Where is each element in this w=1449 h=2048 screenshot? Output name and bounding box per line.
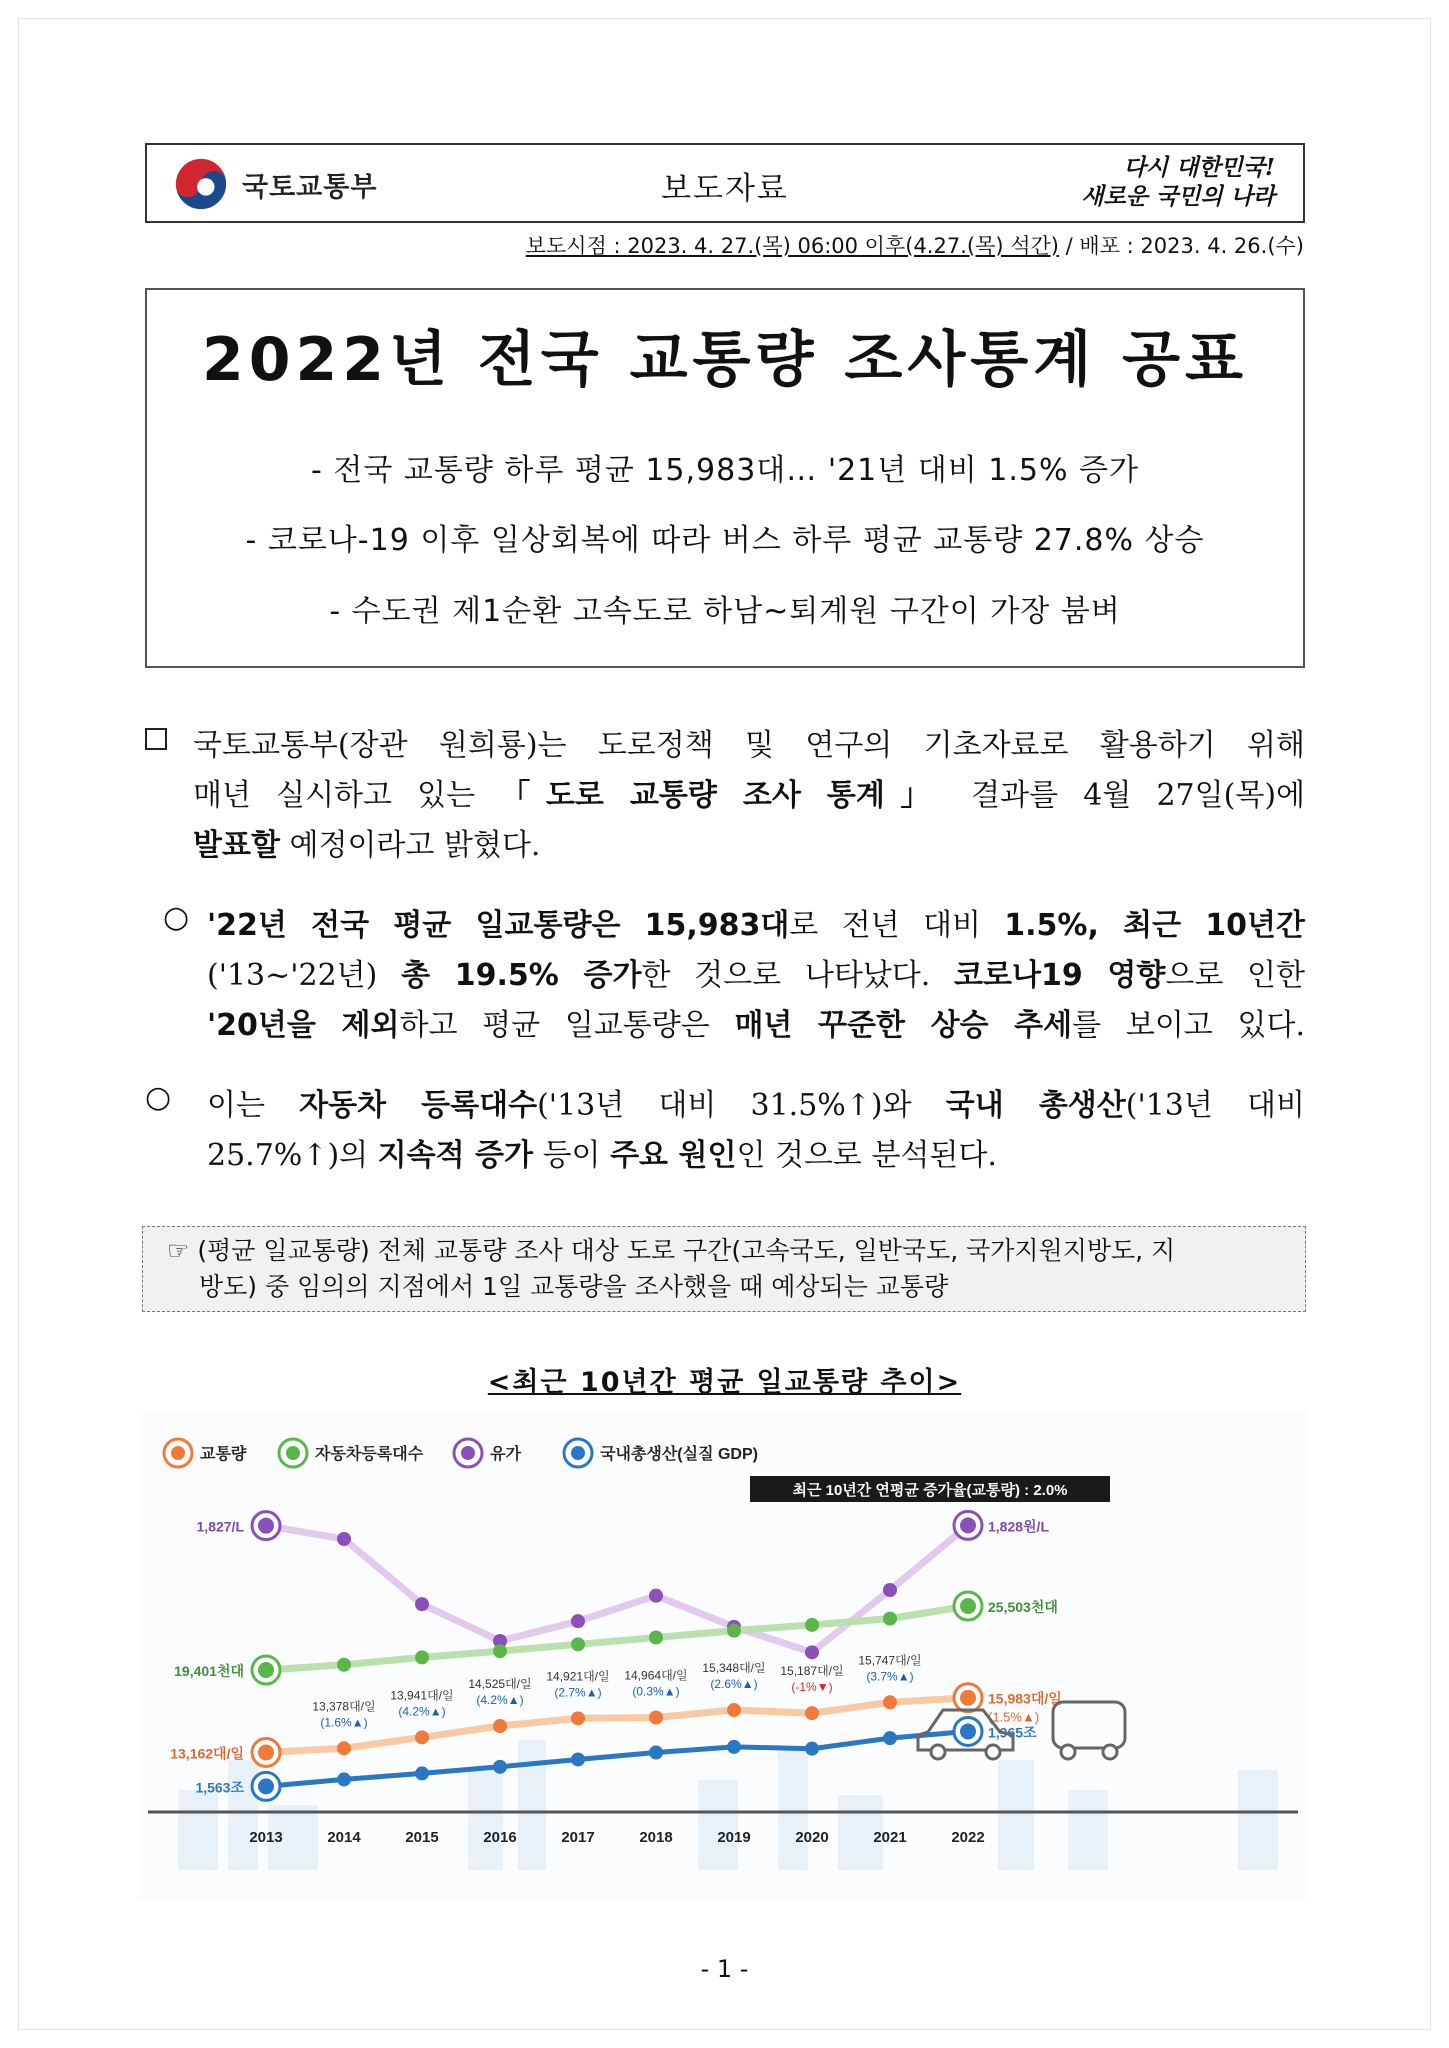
skyline-building (228, 1760, 258, 1870)
paragraph-1-line-1: 국토교통부(장관 원희룡)는 도로정책 및 연구의 기초자료로 활용하기 위해 (193, 728, 1305, 763)
legend-icon-dot (571, 1446, 585, 1460)
data-point-교통량 (727, 1703, 741, 1717)
slogan (1035, 153, 1275, 211)
growth-label: (4.2%▲) (476, 1693, 524, 1708)
paragraph-3-line-2: 25.7%↑)의 지속적 증가 등이 주요 원인인 것으로 분석된다. (207, 1138, 997, 1173)
ministry-name: 국토교통부 (242, 171, 378, 203)
chart-svg (138, 1410, 1308, 1900)
series-start-label: 19,401천대 (174, 1663, 244, 1679)
data-point-자동차등록대수 (337, 1658, 351, 1672)
paragraph-3-line-1: 이는 자동차 등록대수('13년 대비 31.5%↑)와 국내 총생산('13년 대비 (207, 1088, 1305, 1123)
data-point-유가 (571, 1614, 585, 1628)
data-point-국내총생산(실질 GDP) (805, 1742, 819, 1756)
legend-label: 국내총생산(실질 GDP) (600, 1446, 758, 1463)
data-point-교통량 (493, 1719, 507, 1733)
data-point-유가 (805, 1645, 819, 1659)
legend-label: 자동차등록대수 (315, 1446, 424, 1463)
subtitle-2: - 코로나-19 이후 일상회복에 따라 버스 하루 평균 교통량 27.8% 상승 (245, 523, 1205, 558)
series-badge-dot (258, 1662, 274, 1678)
distribution-date: / 배포 : 2023. 4. 26.(수) (1059, 234, 1304, 258)
header-box (145, 143, 1305, 223)
data-label: 14,525대/일 (468, 1677, 532, 1692)
paragraph-3-bullet: ○ (145, 1080, 172, 1115)
x-tick-label: 2015 (405, 1829, 439, 1846)
note-line-2: 방도) 중 임의의 지점에서 1일 교통량을 조사했을 때 예상되는 교통량 (199, 1272, 949, 1301)
data-label: 15,747대/일 (858, 1653, 922, 1668)
data-point-국내총생산(실질 GDP) (337, 1772, 351, 1786)
data-point-교통량 (337, 1741, 351, 1755)
data-point-자동차등록대수 (649, 1630, 663, 1644)
data-point-교통량 (415, 1730, 429, 1744)
legend-label: 교통량 (200, 1446, 247, 1463)
data-label: 14,921대/일 (546, 1669, 610, 1684)
subtitle-1: - 전국 교통량 하루 평균 15,983대… '21년 대비 1.5% 증가 (311, 453, 1139, 488)
doc-type: 보도자료 (661, 171, 789, 207)
data-point-자동차등록대수 (571, 1637, 585, 1651)
growth-label: (-1%▼) (791, 1680, 833, 1695)
skyline-building (778, 1750, 808, 1870)
data-point-유가 (649, 1589, 663, 1603)
subtitle-3: - 수도권 제1순환 고속도로 하남~퇴계원 구간이 가장 붐벼 (329, 594, 1121, 629)
data-point-국내총생산(실질 GDP) (727, 1740, 741, 1754)
series-start-label: 1,563조 (195, 1779, 244, 1796)
x-tick-label: 2013 (249, 1829, 283, 1846)
series-end-label: 1,965조 (988, 1724, 1037, 1741)
x-tick-label: 2021 (873, 1829, 907, 1846)
note-line-1: ☞ (평균 일교통량) 전체 교통량 조사 대상 도로 구간(고속국도, 일반국도, 국가지원지방도, 지 (167, 1236, 1176, 1265)
legend-label: 유가 (490, 1446, 521, 1463)
data-label: 14,964대/일 (624, 1668, 688, 1683)
data-point-교통량 (883, 1695, 897, 1709)
release-time: 보도시점 : 2023. 4. 27.(목) 06:00 이후(4.27.(목) 석간) (525, 234, 1059, 258)
series-end-label: 15,983대/일 (988, 1690, 1062, 1707)
skyline-building (998, 1760, 1034, 1870)
slogan-line-1: 다시 대한민국! (1123, 154, 1275, 181)
series-badge-dot (960, 1517, 976, 1533)
x-tick-label: 2019 (717, 1829, 751, 1846)
growth-label: (3.7%▲) (866, 1669, 914, 1684)
paragraph-1-bullet (145, 720, 167, 755)
car-wheel-icon (931, 1745, 945, 1759)
skyline-building (178, 1790, 218, 1870)
growth-label: (4.2%▲) (398, 1704, 446, 1719)
skyline-building (1068, 1790, 1108, 1870)
growth-label: (2.7%▲) (554, 1685, 602, 1700)
data-point-자동차등록대수 (493, 1644, 507, 1658)
skyline-building (698, 1780, 738, 1870)
growth-label: (2.6%▲) (710, 1677, 758, 1692)
series-start-label: 13,162대/일 (170, 1745, 244, 1762)
definition-note (142, 1226, 1306, 1312)
data-point-교통량 (571, 1711, 585, 1725)
x-tick-label: 2018 (639, 1829, 673, 1846)
paragraph-1-line-2: 매년 실시하고 있는 「도로 교통량 조사 통계」 결과를 4월 27일(목)에 (193, 778, 1305, 813)
data-point-자동차등록대수 (805, 1618, 819, 1632)
data-point-국내총생산(실질 GDP) (415, 1766, 429, 1780)
data-point-유가 (415, 1597, 429, 1611)
growth-banner-text: 최근 10년간 연평균 증가율(교통량) : 2.0% (792, 1482, 1068, 1499)
series-badge-dot (258, 1744, 274, 1760)
data-point-국내총생산(실질 GDP) (649, 1745, 663, 1759)
x-tick-label: 2022 (951, 1829, 985, 1846)
square-bullet-icon (145, 728, 167, 750)
car-wheel-icon (986, 1745, 1000, 1759)
paragraph-2-bullet: ○ (163, 900, 190, 935)
series-badge-dot (258, 1778, 274, 1794)
skyline-building (468, 1770, 503, 1870)
x-tick-label: 2020 (795, 1829, 829, 1846)
series-end-label: 1,828원/L (988, 1518, 1049, 1535)
bus-wheel-icon (1061, 1745, 1075, 1759)
traffic-trend-chart (138, 1410, 1308, 1900)
skyline-building (518, 1740, 546, 1870)
growth-label: (0.3%▲) (632, 1684, 680, 1699)
data-label: 13,378대/일 (312, 1699, 376, 1714)
data-point-국내총생산(실질 GDP) (493, 1760, 507, 1774)
pointing-hand-icon: ☞ (167, 1236, 190, 1265)
series-badge-dot (960, 1723, 976, 1739)
x-tick-label: 2016 (483, 1829, 517, 1846)
data-label: 13,941대/일 (390, 1688, 454, 1703)
slogan-line-2: 새로운 국민의 나라 (1081, 183, 1275, 210)
data-point-자동차등록대수 (727, 1624, 741, 1638)
paragraph-2-line-1: '22년 전국 평균 일교통량은 15,983대로 전년 대비 1.5%, 최근 10년간 (207, 908, 1306, 943)
series-badge-dot (960, 1690, 976, 1706)
series-badge-dot (960, 1598, 976, 1614)
x-tick-label: 2017 (561, 1829, 595, 1846)
data-point-국내총생산(실질 GDP) (571, 1752, 585, 1766)
release-info (526, 230, 1304, 260)
paragraph-2-line-3: '20년을 제외하고 평균 일교통량은 매년 꾸준한 상승 추세를 보이고 있다. (207, 1008, 1306, 1043)
title-box (145, 288, 1305, 668)
series-start-label: 1,827/L (196, 1518, 244, 1535)
page-number: - 1 - (700, 1955, 749, 1983)
series-badge-dot (258, 1518, 274, 1534)
data-label: 15,187대/일 (780, 1664, 844, 1679)
data-point-유가 (337, 1532, 351, 1546)
data-point-국내총생산(실질 GDP) (883, 1731, 897, 1745)
legend-icon-dot (286, 1446, 300, 1460)
data-point-유가 (883, 1583, 897, 1597)
series-end-label: 25,503천대 (988, 1599, 1058, 1615)
data-point-교통량 (805, 1706, 819, 1720)
series-end-growth: (1.5%▲) (988, 1709, 1040, 1725)
main-title: 2022년 전국 교통량 조사통계 공표 (201, 325, 1249, 395)
paragraph-1-line-3: 발표할 예정이라고 밝혔다. (193, 828, 541, 863)
bus-wheel-icon (1103, 1745, 1117, 1759)
paragraph-2-line-2: ('13~'22년) 총 19.5% 증가한 것으로 나타났다. 코로나19 영향으로 인한 (207, 958, 1306, 993)
data-label: 15,348대/일 (702, 1661, 766, 1676)
legend-icon-dot (171, 1446, 185, 1460)
growth-label: (1.6%▲) (320, 1715, 368, 1730)
skyline-building (1238, 1770, 1278, 1870)
legend-icon-dot (461, 1446, 475, 1460)
chart-title: <최근 10년간 평균 일교통량 추이> (487, 1367, 962, 1398)
data-point-자동차등록대수 (883, 1612, 897, 1626)
data-point-자동차등록대수 (415, 1650, 429, 1664)
data-point-교통량 (649, 1710, 663, 1724)
x-tick-label: 2014 (327, 1829, 361, 1846)
